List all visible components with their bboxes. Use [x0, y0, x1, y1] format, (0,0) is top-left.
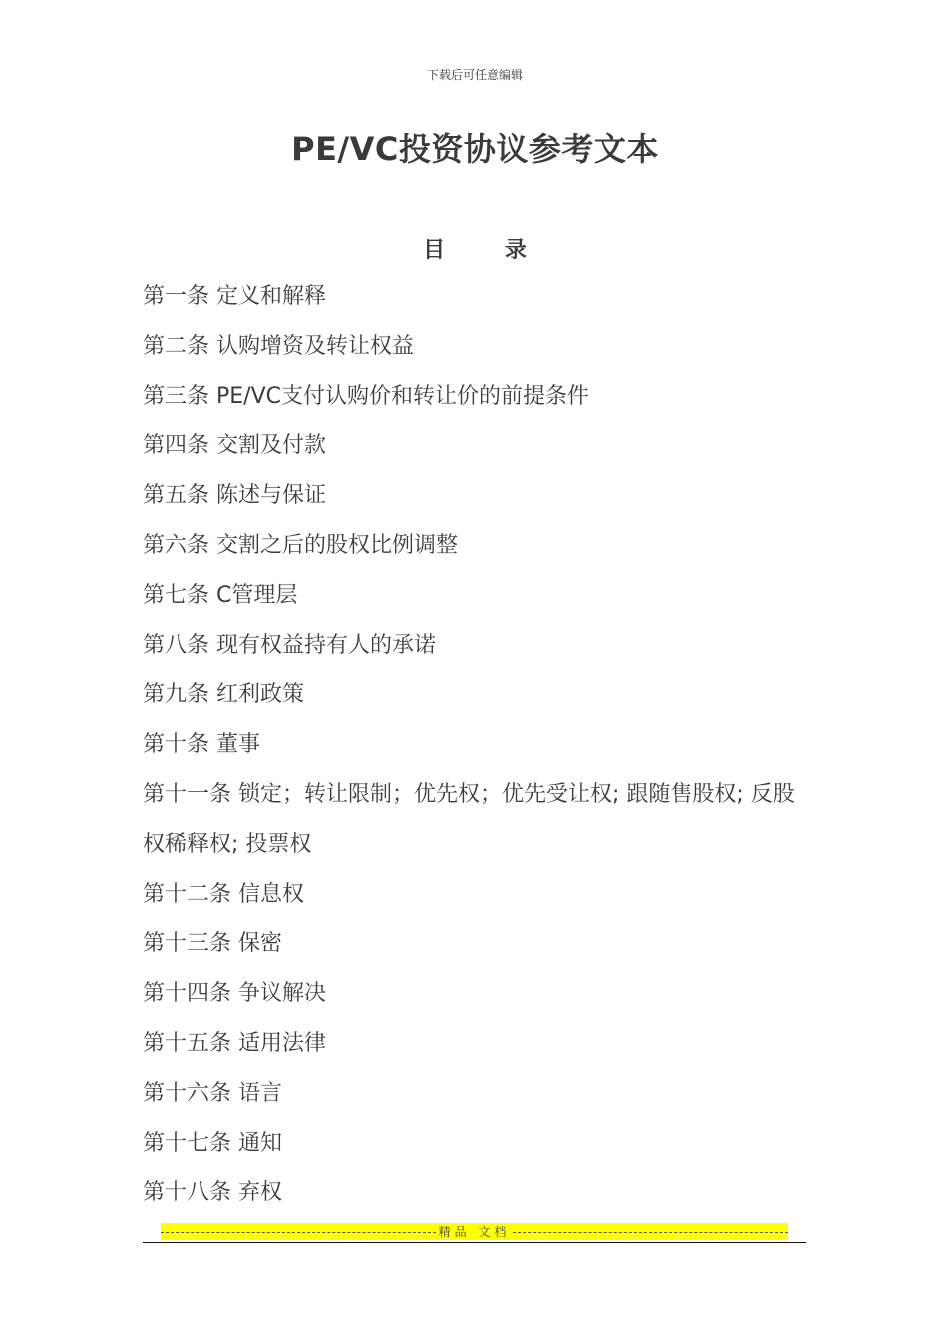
footer-dash-right [513, 1232, 788, 1233]
toc-item-18: 第十八条 弃权 [143, 1180, 282, 1206]
toc-item-9: 第九条 红利政策 [143, 682, 304, 708]
toc-item-4: 第四条 交割及付款 [143, 433, 326, 459]
toc-item-12: 第十二条 信息权 [143, 881, 304, 907]
toc-heading: 目 录 [423, 238, 553, 263]
toc-item-5: 第五条 陈述与保证 [143, 483, 326, 509]
toc-item-11: 第十一条 锁定；转让限制；优先权；优先受让权; 跟随售股权; 反股权稀释权; 投票权 [143, 781, 795, 857]
toc-item-7: 第七条 C管理层 [143, 582, 298, 608]
page-header-note: 下载后可任意编辑 [426, 68, 523, 82]
toc-item-16: 第十六条 语言 [143, 1080, 282, 1106]
toc-item-10: 第十条 董事 [143, 732, 260, 758]
footer-dash-left [161, 1232, 436, 1233]
toc-item-6: 第六条 交割之后的股权比例调整 [143, 532, 458, 558]
table-of-contents [143, 272, 808, 1218]
toc-item-8: 第八条 现有权益持有人的承诺 [143, 632, 436, 658]
footer-watermark-band [161, 1223, 788, 1240]
toc-item-2: 第二条 认购增资及转让权益 [143, 333, 414, 359]
toc-item-13: 第十三条 保密 [143, 931, 282, 957]
footer-rule [143, 1242, 806, 1243]
footer-label: 精品 文档 [438, 1225, 511, 1239]
document-title: PE/VC投资协议参考文本 [291, 130, 659, 168]
toc-item-15: 第十五条 适用法律 [143, 1030, 326, 1056]
toc-item-3: 第三条 PE/VC支付认购价和转让价的前提条件 [143, 383, 589, 409]
toc-item-1: 第一条 定义和解释 [143, 284, 326, 309]
toc-item-17: 第十七条 通知 [143, 1130, 282, 1156]
toc-item-14: 第十四条 争议解决 [143, 981, 326, 1007]
